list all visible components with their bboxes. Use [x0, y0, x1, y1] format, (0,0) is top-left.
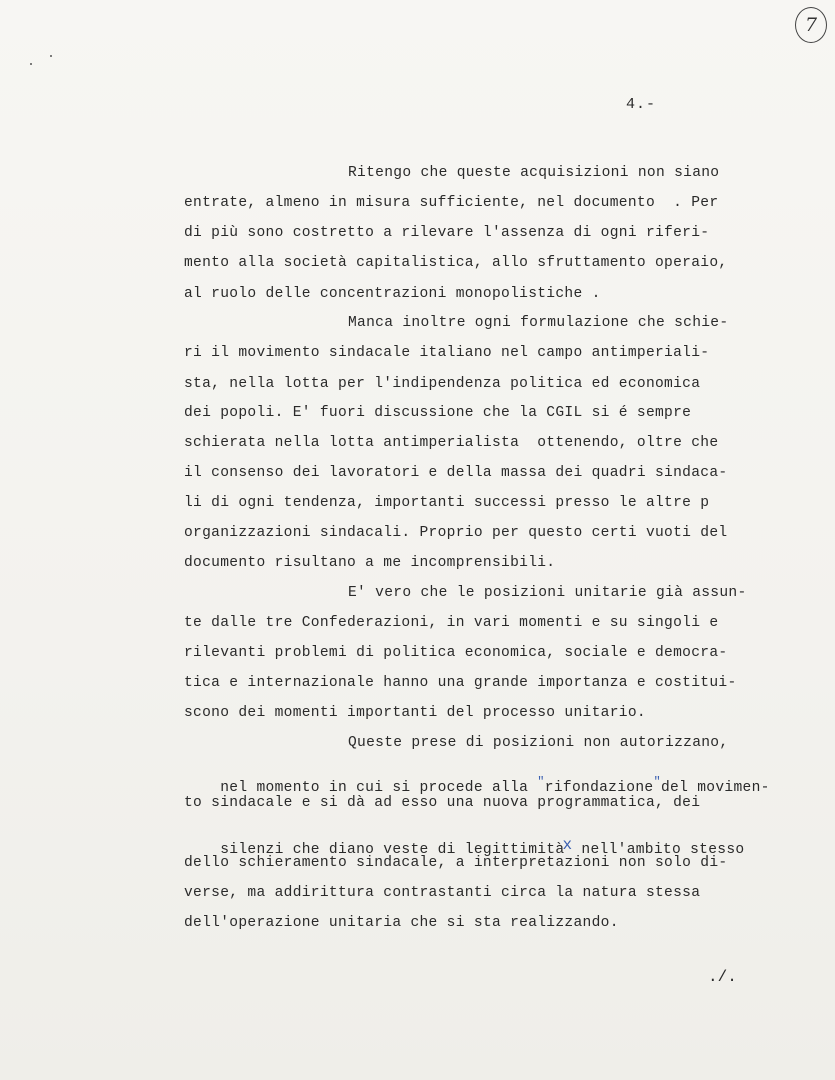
text-line: organizzazioni sindacali. Proprio per questo certi vuoti del: [184, 525, 728, 541]
text-segment: nell'ambito stesso: [572, 841, 745, 858]
text-line: Queste prese di posizioni non autorizzano,: [348, 735, 729, 751]
text-line: dello schieramento sindacale, a interpretazioni non solo di-: [184, 855, 728, 871]
quoted-word: rifondazione: [544, 779, 654, 796]
text-line: te dalle tre Confederazioni, in vari momenti e su singoli e: [184, 615, 719, 631]
handwritten-quote-close: ": [653, 774, 661, 789]
text-line: al ruolo delle concentrazioni monopolistiche .: [184, 286, 601, 302]
text-line: mento alla società capitalistica, allo sfruttamento operaio,: [184, 255, 728, 271]
text-line: Ritengo che queste acquisizioni non siano: [348, 165, 720, 181]
page-number: 4.-: [626, 96, 657, 113]
text-line: dell'operazione unitaria che si sta realizzando.: [184, 915, 619, 931]
text-segment: nel momento in cui si procede alla: [220, 779, 538, 796]
text-line: Manca inoltre ogni formulazione che schie-: [348, 315, 729, 331]
text-line: di più sono costretto a rilevare l'assenza di ogni riferi-: [184, 225, 710, 241]
text-line: li di ogni tendenza, importanti successi presso le altre p: [184, 495, 710, 511]
text-line: sta, nella lotta per l'indipendenza politica ed economica: [184, 376, 701, 392]
text-line: to sindacale e si dà ad esso una nuova programmatica, dei: [184, 795, 701, 811]
text-line: schierata nella lotta antimperialista ottenendo, oltre che: [184, 435, 719, 451]
handwritten-quote-open: ": [537, 774, 545, 789]
handwritten-x-mark: x: [562, 835, 573, 854]
scan-speck: [30, 63, 32, 65]
continuation-mark: ./.: [708, 968, 737, 986]
text-line: verse, ma addirittura contrastanti circa la natura stessa: [184, 885, 701, 901]
circled-page-number: 7: [795, 7, 827, 43]
text-line: scono dei momenti importanti del processo unitario.: [184, 705, 646, 721]
text-line: dei popoli. E' fuori discussione che la CGIL si é sempre: [184, 405, 692, 421]
text-line: documento risultano a me incomprensibili.: [184, 555, 556, 571]
text-line: tica e internazionale hanno una grande importanza e costitui-: [184, 675, 737, 691]
text-line: E' vero che le posizioni unitarie già assun-: [348, 585, 747, 601]
text-line: entrate, almeno in misura sufficiente, nel documento . Per: [184, 195, 719, 211]
text-line: rilevanti problemi di politica economica, sociale e democra-: [184, 645, 728, 661]
text-segment: silenzi che diano veste di legittimità: [220, 841, 565, 858]
text-line: ri il movimento sindacale italiano nel campo antimperiali-: [184, 345, 710, 361]
text-segment: del movimen-: [661, 779, 770, 796]
text-line: il consenso dei lavoratori e della massa dei quadri sindaca-: [184, 465, 728, 481]
scan-speck: [50, 55, 52, 57]
